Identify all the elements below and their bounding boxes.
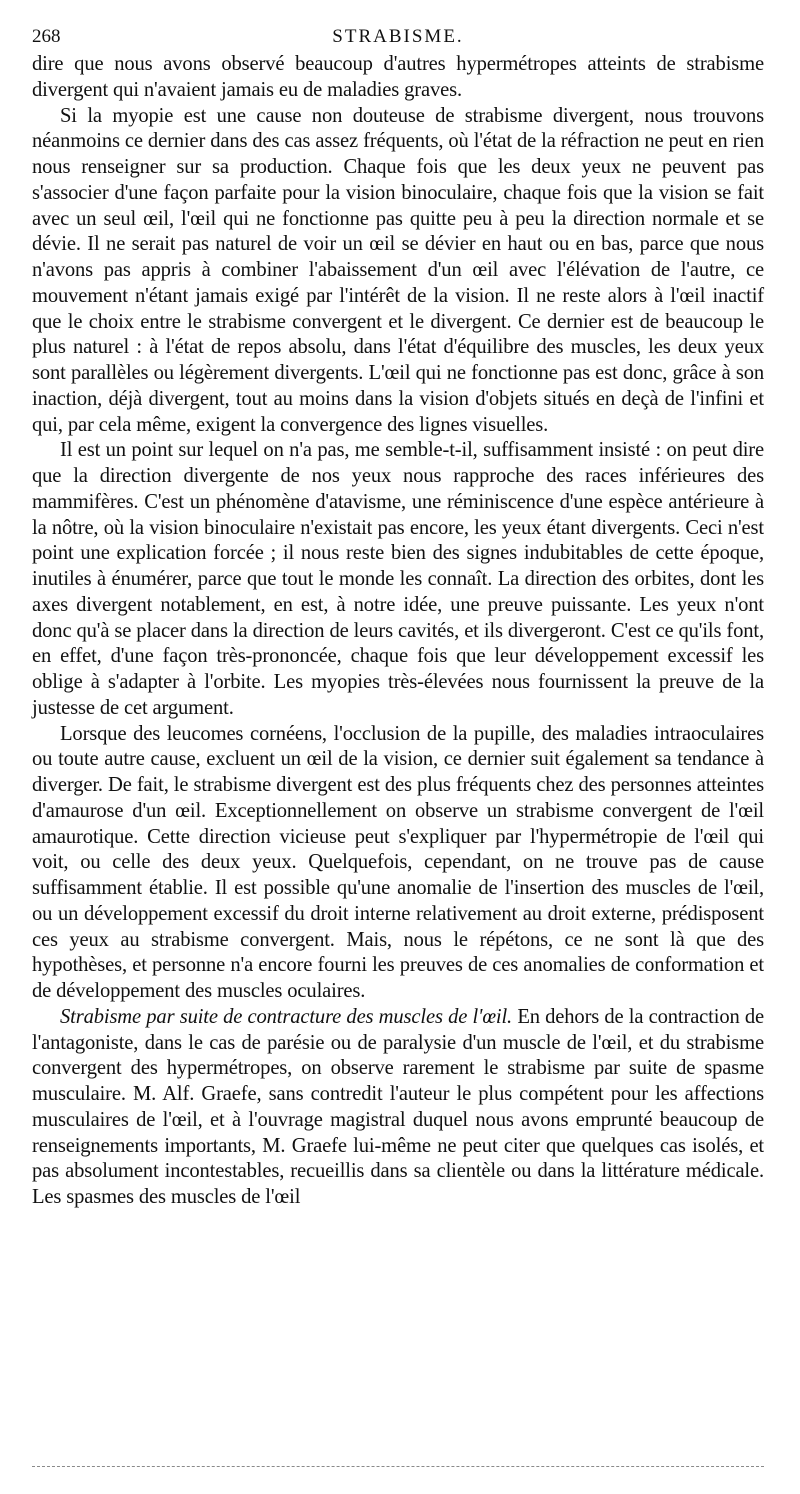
paragraph-continuation: dire que nous avons observé beaucoup d'autres hypermétropes atteints de strabisme divergent qui n'avaient jamais eu de maladies graves. [32, 53, 764, 101]
paragraph-atavisme: Il est un point sur lequel on n'a pas, me semble-t-il, suffisamment insisté : on peut dire que la direction divergente de nos yeux nous rapproche des races inférieures des mammifères. C'est un phénomène d'atavisme, une réminiscence d'une espèce antérieure à la nôtre, où la vision binoculaire n'existait pas encore, les yeux étant divergents. Ceci n'est point une explication forcée ; il nous reste bien des signes indubitables de cette époque, inutiles à énumérer, parce que tout le monde les connaît. La direction des orbites, dont les axes divergent notablement, en est, à notre idée, une preuve puissante. Les yeux n'ont donc qu'à se placer dans la direction de leurs cavités, et ils divergeront. C'est ce qu'ils font, en effet, d'une façon très-prononcée, chaque fois que leur développement excessif les oblige à s'adapter à l'orbite. Les myopies très-élevées nous fournissent la preuve de la justesse de cet argument. [32, 439, 764, 719]
paragraph-leucomes: Lorsque des leucomes cornéens, l'occlusion de la pupille, des maladies intraoculaires ou toute autre cause, excluent un œil de la vision, ce dernier suit également sa tendance à diverger. De fait, le strabisme divergent est des plus fréquents chez des personnes atteintes d'amaurose d'un œil. Exceptionnellement on observe un strabisme convergent de l'œil amaurotique. Cette direction vicieuse peut s'expliquer par l'hypermétropie de l'œil qui voit, ou celle des deux yeux. Quelquefois, cependant, on ne trouve pas de cause suffisamment établie. Il est possible qu'une anomalie de l'insertion des muscles de l'œil, ou un développement excessif du droit interne relativement au droit externe, prédisposent ces yeux au strabisme convergent. Mais, nous le répétons, ce ne sont là que des hypothèses, et personne n'a encore fourni les preuves de ces anomalies de conformation et de développement des muscles oculaires. [32, 722, 764, 1002]
footer-rule [32, 1466, 764, 1467]
paragraph-contracture [32, 1005, 764, 1211]
page-number: 268 [32, 26, 61, 47]
paragraph-myopie: Si la myopie est une cause non douteuse de strabisme divergent, nous trouvons néanmoins ce dernier dans des cas assez fréquents, où l'état de la réfraction ne peut en rien nous renseigner sur sa production. Chaque fois que les deux yeux ne peuvent pas s'associer d'une façon parfaite pour la vision binoculaire, chaque fois que la vision se fait avec un seul œil, l'œil qui ne fonctionne pas quitte peu à peu la direction normale et se dévie. Il ne serait pas naturel de voir un œil se dévier en haut ou en bas, parce que nous n'avons pas appris à combiner l'abaissement d'un œil avec l'élévation de l'autre, ce mouvement n'étant jamais exigé par l'intérêt de la vision. Il ne reste alors à l'œil inactif que le choix entre le strabisme convergent et le divergent. Ce dernier est de beaucoup le plus naturel : à l'état de repos absolu, dans l'état d'équilibre des muscles, les deux yeux sont parallèles ou légèrement divergents. L'œil qui ne fonctionne pas est donc, grâce à son inaction, déjà divergent, tout au moins dans la vision d'objets situés en deçà de l'infini et qui, par cela même, exigent la convergence des lignes visuelles. [32, 104, 764, 436]
section-subhead: Strabisme par suite de contracture des muscles de l'œil. [60, 1005, 513, 1028]
running-head [32, 22, 764, 52]
paragraph-contracture-text: En dehors de la contraction de l'antagoniste, dans le cas de parésie ou de paralysie d'un muscle de l'œil, et du strabisme convergent des hypermétropes, on observe rarement le strabisme par suite de spasme musculaire. M. Alf. Graefe, sans contredit l'auteur le plus compétent pour les affections musculaires de l'œil, et à l'ouvrage magistral duquel nous avons emprunté beaucoup de renseignements importants, M. Graefe lui-même ne peut citer que quelques cas isolés, et pas absolument incontestables, recueillis dans sa clientèle ou dans la littérature médicale. Les spasmes des muscles de l'œil [32, 1005, 765, 1208]
body-text [32, 52, 764, 1211]
running-title: STRABISME. [332, 26, 464, 47]
